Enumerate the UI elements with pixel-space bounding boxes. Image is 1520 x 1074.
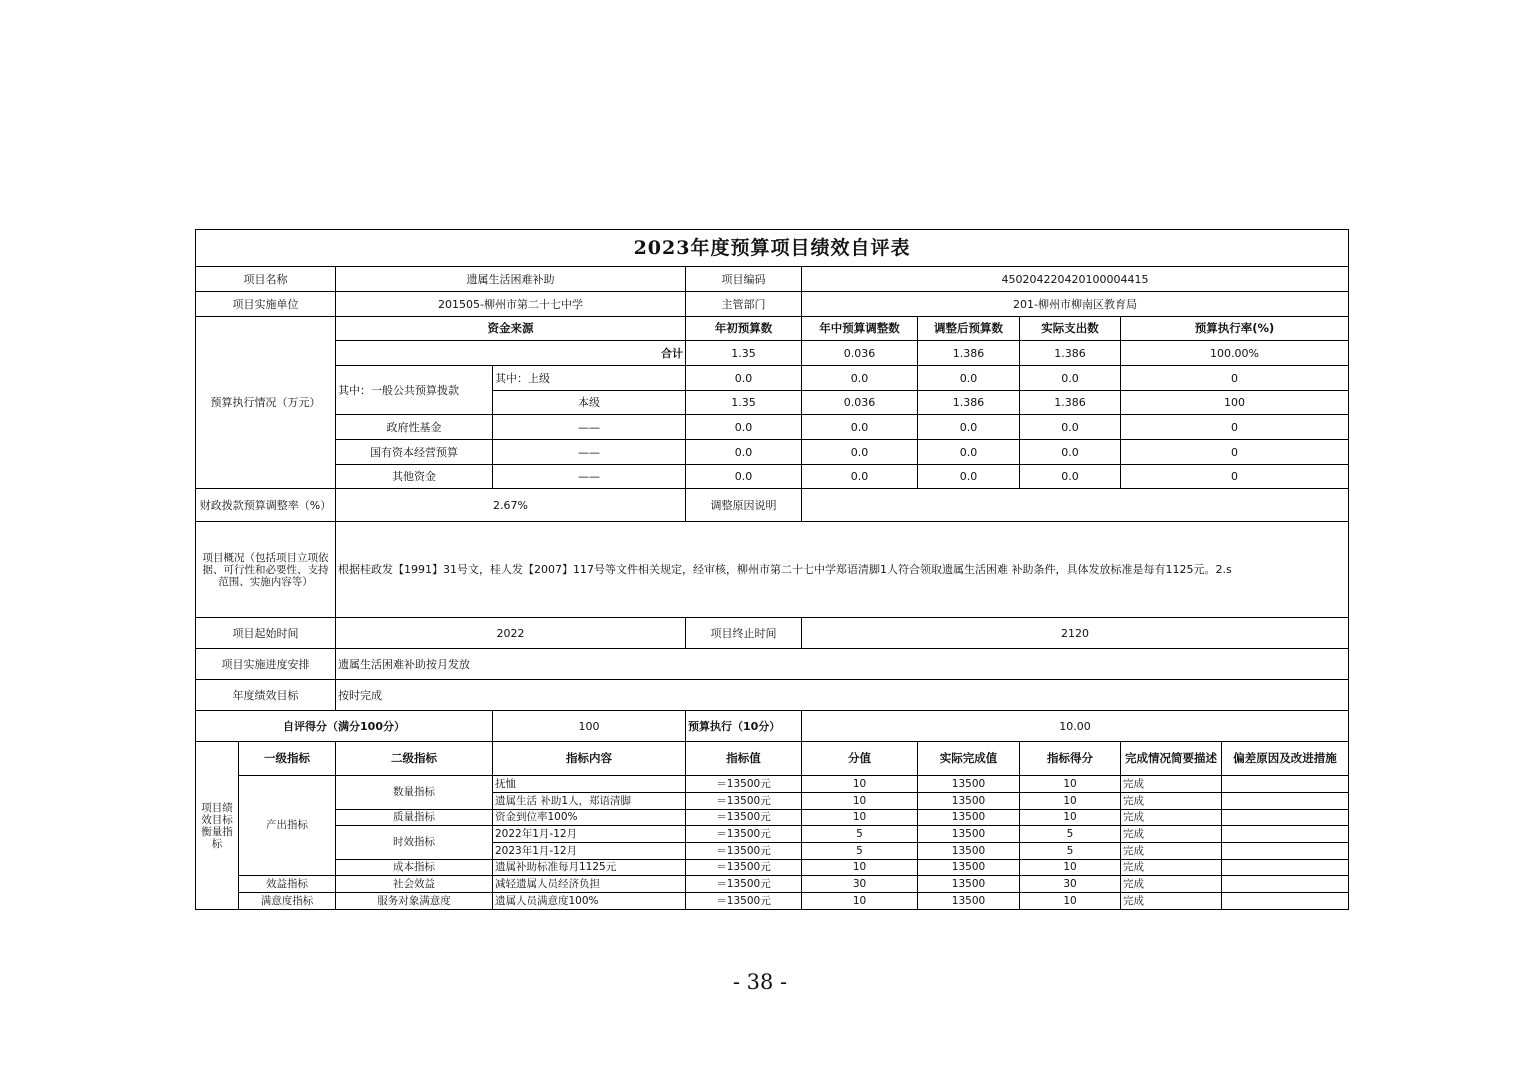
state-capital-mid-adjust: 0.0	[802, 440, 918, 465]
header-mid-adjust: 年中预算调整数	[802, 317, 918, 341]
other-fund-label: 其他资金	[336, 465, 493, 489]
total-initial: 1.35	[686, 341, 802, 366]
table-row-target: ＝13500元	[686, 776, 802, 793]
table-row-status: 完成	[1121, 860, 1222, 876]
state-capital-adjusted: 0.0	[918, 440, 1020, 465]
overview-text: 根据桂政发【1991】31号文，桂人发【2007】117号等文件相关规定，经审核，柳州市第二十七中学郑语清脚1人符合领取遗属生活困难 补助条件，具体发放标准是每有1125元。2.s	[336, 522, 1349, 618]
table-row-deviation	[1222, 843, 1349, 860]
ind-header-deviation: 偏差原因及改进措施	[1222, 742, 1349, 776]
upper-rate: 0	[1121, 366, 1349, 391]
table-row-target: ＝13500元	[686, 893, 802, 910]
table-row-status: 完成	[1121, 876, 1222, 893]
total-adjusted: 1.386	[918, 341, 1020, 366]
upper-initial: 0.0	[686, 366, 802, 391]
table-row-actual: 13500	[918, 893, 1020, 910]
upper-mid-adjust: 0.0	[802, 366, 918, 391]
table-row-status: 完成	[1121, 843, 1222, 860]
ind-header-actual: 实际完成值	[918, 742, 1020, 776]
other-fund-actual: 0.0	[1020, 465, 1121, 489]
table-row-weight: 5	[802, 843, 918, 860]
header-source: 资金来源	[336, 317, 686, 341]
local-mid-adjust: 0.036	[802, 391, 918, 415]
project-code-value: 450204220420100004415	[802, 267, 1349, 292]
table-row-deviation	[1222, 893, 1349, 910]
table-row-deviation	[1222, 810, 1349, 826]
gov-fund-rate: 0	[1121, 415, 1349, 440]
table-row-target: ＝13500元	[686, 810, 802, 826]
table-row-actual: 13500	[918, 826, 1020, 843]
gov-fund-initial: 0.0	[686, 415, 802, 440]
table-row-deviation	[1222, 776, 1349, 793]
table-row-score: 5	[1020, 843, 1121, 860]
table-row-weight: 10	[802, 793, 918, 810]
table-row-status: 完成	[1121, 826, 1222, 843]
table-row-actual: 13500	[918, 793, 1020, 810]
total-mid-adjust: 0.036	[802, 341, 918, 366]
header-initial: 年初预算数	[686, 317, 802, 341]
local-adjusted: 1.386	[918, 391, 1020, 415]
adjust-rate-value: 2.67%	[336, 489, 686, 522]
table-row-score: 5	[1020, 826, 1121, 843]
table-row-content: 减轻遗属人员经济负担	[493, 876, 686, 893]
other-fund-rate: 0	[1121, 465, 1349, 489]
gov-fund-adjusted: 0.0	[918, 415, 1020, 440]
end-label: 项目终止时间	[686, 618, 802, 649]
table-row-weight: 10	[802, 860, 918, 876]
indicators-section-label: 项目绩效目标衡量指标	[196, 742, 239, 910]
end-value: 2120	[802, 618, 1349, 649]
local-actual: 1.386	[1020, 391, 1121, 415]
state-capital-actual: 0.0	[1020, 440, 1121, 465]
table-row-status: 完成	[1121, 893, 1222, 910]
table-row-actual: 13500	[918, 876, 1020, 893]
ind-header-content: 指标内容	[493, 742, 686, 776]
project-name-value: 遗属生活困难补助	[336, 267, 686, 292]
page-number: - 38 -	[732, 970, 788, 994]
self-score-label: 自评得分（满分100分）	[196, 711, 493, 742]
table-row-weight: 10	[802, 776, 918, 793]
table-row-content: 遗属补助标准每月1125元	[493, 860, 686, 876]
state-capital-rate: 0	[1121, 440, 1349, 465]
ind-header-target: 指标值	[686, 742, 802, 776]
self-score-value: 100	[493, 711, 686, 742]
other-fund-dash: ——	[493, 465, 686, 489]
table-row-target: ＝13500元	[686, 826, 802, 843]
start-value: 2022	[336, 618, 686, 649]
adjust-reason-label: 调整原因说明	[686, 489, 802, 522]
gov-fund-actual: 0.0	[1020, 415, 1121, 440]
table-row-score: 30	[1020, 876, 1121, 893]
budget-section-label: 预算执行情况（万元）	[196, 317, 336, 489]
table-row-deviation	[1222, 793, 1349, 810]
ind-header-weight: 分值	[802, 742, 918, 776]
adjust-rate-label: 财政拨款预算调整率（%）	[196, 489, 336, 522]
level2-service: 服务对象满意度	[336, 893, 493, 910]
table-row-target: ＝13500元	[686, 860, 802, 876]
local-initial: 1.35	[686, 391, 802, 415]
table-row-score: 10	[1020, 776, 1121, 793]
table-row-actual: 13500	[918, 810, 1020, 826]
level1-satisfaction: 满意度指标	[239, 893, 336, 910]
table-row-target: ＝13500元	[686, 793, 802, 810]
table-row-deviation	[1222, 826, 1349, 843]
table-row-content: 遗属生活 补助1人，郑语清脚	[493, 793, 686, 810]
table-row-weight: 10	[802, 810, 918, 826]
gov-fund-dash: ——	[493, 415, 686, 440]
table-row-score: 10	[1020, 793, 1121, 810]
local-rate: 100	[1121, 391, 1349, 415]
table-row-actual: 13500	[918, 860, 1020, 876]
table-row-content: 抚恤	[493, 776, 686, 793]
header-actual: 实际支出数	[1020, 317, 1121, 341]
table-row-status: 完成	[1121, 793, 1222, 810]
exec-score-label: 预算执行（10分）	[686, 711, 802, 742]
gov-fund-label: 政府性基金	[336, 415, 493, 440]
ind-header-level2: 二级指标	[336, 742, 493, 776]
upper-actual: 0.0	[1020, 366, 1121, 391]
project-name-label: 项目名称	[196, 267, 336, 292]
performance-self-evaluation-table	[195, 229, 1349, 910]
level2-quantity: 数量指标	[336, 776, 493, 810]
table-row-content: 2022年1月-12月	[493, 826, 686, 843]
ind-header-level1: 一级指标	[239, 742, 336, 776]
table-title: 2023年度预算项目绩效自评表	[196, 230, 1349, 267]
local-label: 本级	[493, 391, 686, 415]
exec-score-value: 10.00	[802, 711, 1349, 742]
ind-header-score: 指标得分	[1020, 742, 1121, 776]
table-row-content: 资金到位率100%	[493, 810, 686, 826]
state-capital-label: 国有资本经营预算	[336, 440, 493, 465]
table-row-actual: 13500	[918, 776, 1020, 793]
total-rate: 100.00%	[1121, 341, 1349, 366]
table-row-status: 完成	[1121, 776, 1222, 793]
table-row-weight: 10	[802, 893, 918, 910]
table-row-deviation	[1222, 860, 1349, 876]
level2-social: 社会效益	[336, 876, 493, 893]
project-code-label: 项目编码	[686, 267, 802, 292]
dept-value: 201-柳州市柳南区教育局	[802, 292, 1349, 317]
table-row-target: ＝13500元	[686, 876, 802, 893]
table-row-score: 10	[1020, 893, 1121, 910]
table-row-deviation	[1222, 876, 1349, 893]
state-capital-initial: 0.0	[686, 440, 802, 465]
level1-effect: 效益指标	[239, 876, 336, 893]
table-row-score: 10	[1020, 810, 1121, 826]
level2-cost: 成本指标	[336, 860, 493, 876]
unit-value: 201505-柳州市第二十七中学	[336, 292, 686, 317]
unit-label: 项目实施单位	[196, 292, 336, 317]
dept-label: 主管部门	[686, 292, 802, 317]
table-row-actual: 13500	[918, 843, 1020, 860]
ind-header-status: 完成情况简要描述	[1121, 742, 1222, 776]
state-capital-dash: ——	[493, 440, 686, 465]
level1-output: 产出指标	[239, 776, 336, 876]
upper-label: 其中：上级	[493, 366, 686, 391]
upper-adjusted: 0.0	[918, 366, 1020, 391]
header-adjusted: 调整后预算数	[918, 317, 1020, 341]
gov-fund-mid-adjust: 0.0	[802, 415, 918, 440]
goal-value: 按时完成	[336, 680, 1349, 711]
goal-label: 年度绩效目标	[196, 680, 336, 711]
table-row-content: 2023年1月-12月	[493, 843, 686, 860]
table-row-weight: 5	[802, 826, 918, 843]
total-actual: 1.386	[1020, 341, 1121, 366]
other-fund-initial: 0.0	[686, 465, 802, 489]
table-row-content: 遗属人员满意度100%	[493, 893, 686, 910]
table-row-score: 10	[1020, 860, 1121, 876]
other-fund-mid-adjust: 0.0	[802, 465, 918, 489]
level2-quality: 质量指标	[336, 810, 493, 826]
adjust-reason-value	[802, 489, 1349, 522]
general-budget-label: 其中：一般公共预算拨款	[336, 366, 493, 415]
start-label: 项目起始时间	[196, 618, 336, 649]
table-row-weight: 30	[802, 876, 918, 893]
total-label: 合计	[336, 341, 686, 366]
schedule-value: 遗属生活困难补助按月发放	[336, 649, 1349, 680]
other-fund-adjusted: 0.0	[918, 465, 1020, 489]
header-rate: 预算执行率(%)	[1121, 317, 1349, 341]
table-row-status: 完成	[1121, 810, 1222, 826]
table-row-target: ＝13500元	[686, 843, 802, 860]
schedule-label: 项目实施进度安排	[196, 649, 336, 680]
level2-time: 时效指标	[336, 826, 493, 860]
overview-label: 项目概况（包括项目立项依据、可行性和必要性、支持范围、实施内容等）	[196, 522, 336, 618]
